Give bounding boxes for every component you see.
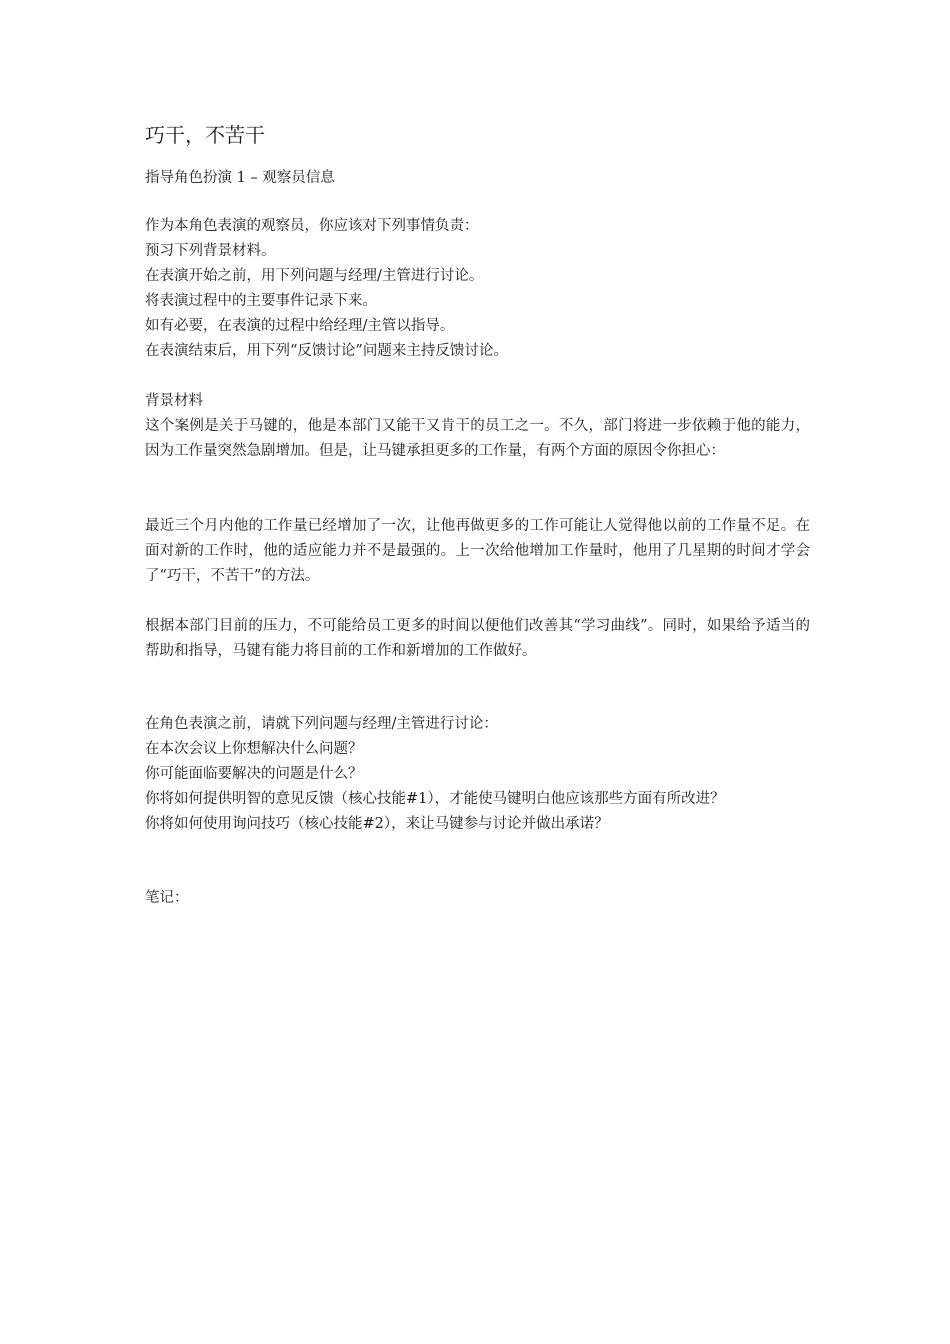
responsibility-item: 在表演结束后，用下列“反馈讨论”问题来主持反馈讨论。 — [145, 343, 508, 359]
background-paragraph-3: 根据本部门目前的压力，不可能给员工更多的时间以便他们改善其“学习曲线”。同时，如果给予适当的帮助和指导，马键有能力将目前的工作和新增加的工作做好。 — [145, 618, 810, 659]
responsibility-item: 在表演开始之前，用下列问题与经理/主管进行讨论。 — [145, 268, 484, 284]
question-item: 你将如何使用询问技巧（核心技能#2），来让马键参与讨论并做出承诺？ — [145, 816, 609, 832]
background-paragraph-2-block — [145, 514, 810, 589]
question-item: 你可能面临要解决的问题是什么？ — [145, 766, 363, 782]
background-section — [145, 389, 810, 464]
responsibilities-section — [145, 214, 810, 364]
page-subtitle: 指导角色扮演 1 – 观察员信息 — [145, 170, 335, 186]
questions-section — [145, 712, 810, 837]
responsibilities-intro: 作为本角色表演的观察员，你应该对下列事情负责： — [145, 218, 479, 234]
background-paragraph-3-block — [145, 614, 810, 664]
responsibility-item: 预习下列背景材料。 — [145, 243, 276, 259]
questions-intro: 在角色表演之前，请就下列问题与经理/主管进行讨论： — [145, 716, 498, 732]
background-heading: 背景材料 — [145, 393, 203, 409]
page-title: 巧干，不苦干 — [145, 123, 265, 147]
question-item: 你将如何提供明智的意见反馈（核心技能#1），才能使马键明白他应该那些方面有所改进？ — [145, 791, 725, 807]
notes-label: 笔记： — [145, 890, 189, 906]
background-paragraph-2: 最近三个月内他的工作量已经增加了一次，让他再做更多的工作可能让人觉得他以前的工作量不足。在面对新的工作时，他的适应能力并不是最强的。上一次给他增加工作量时，他用了几星期的时间才学会了“巧干，不苦干”的方法。 — [145, 518, 810, 584]
notes-section — [145, 886, 810, 911]
responsibility-item: 将表演过程中的主要事件记录下来。 — [145, 293, 377, 309]
responsibility-item: 如有必要，在表演的过程中给经理/主管以指导。 — [145, 318, 455, 334]
background-paragraph-1: 这个案例是关于马键的，他是本部门又能干又肯干的员工之一。不久，部门将进一步依赖于他的能力，因为工作量突然急剧增加。但是，让马键承担更多的工作量，有两个方面的原因令你担心： — [145, 418, 810, 459]
question-item: 在本次会议上你想解决什么问题？ — [145, 741, 363, 757]
